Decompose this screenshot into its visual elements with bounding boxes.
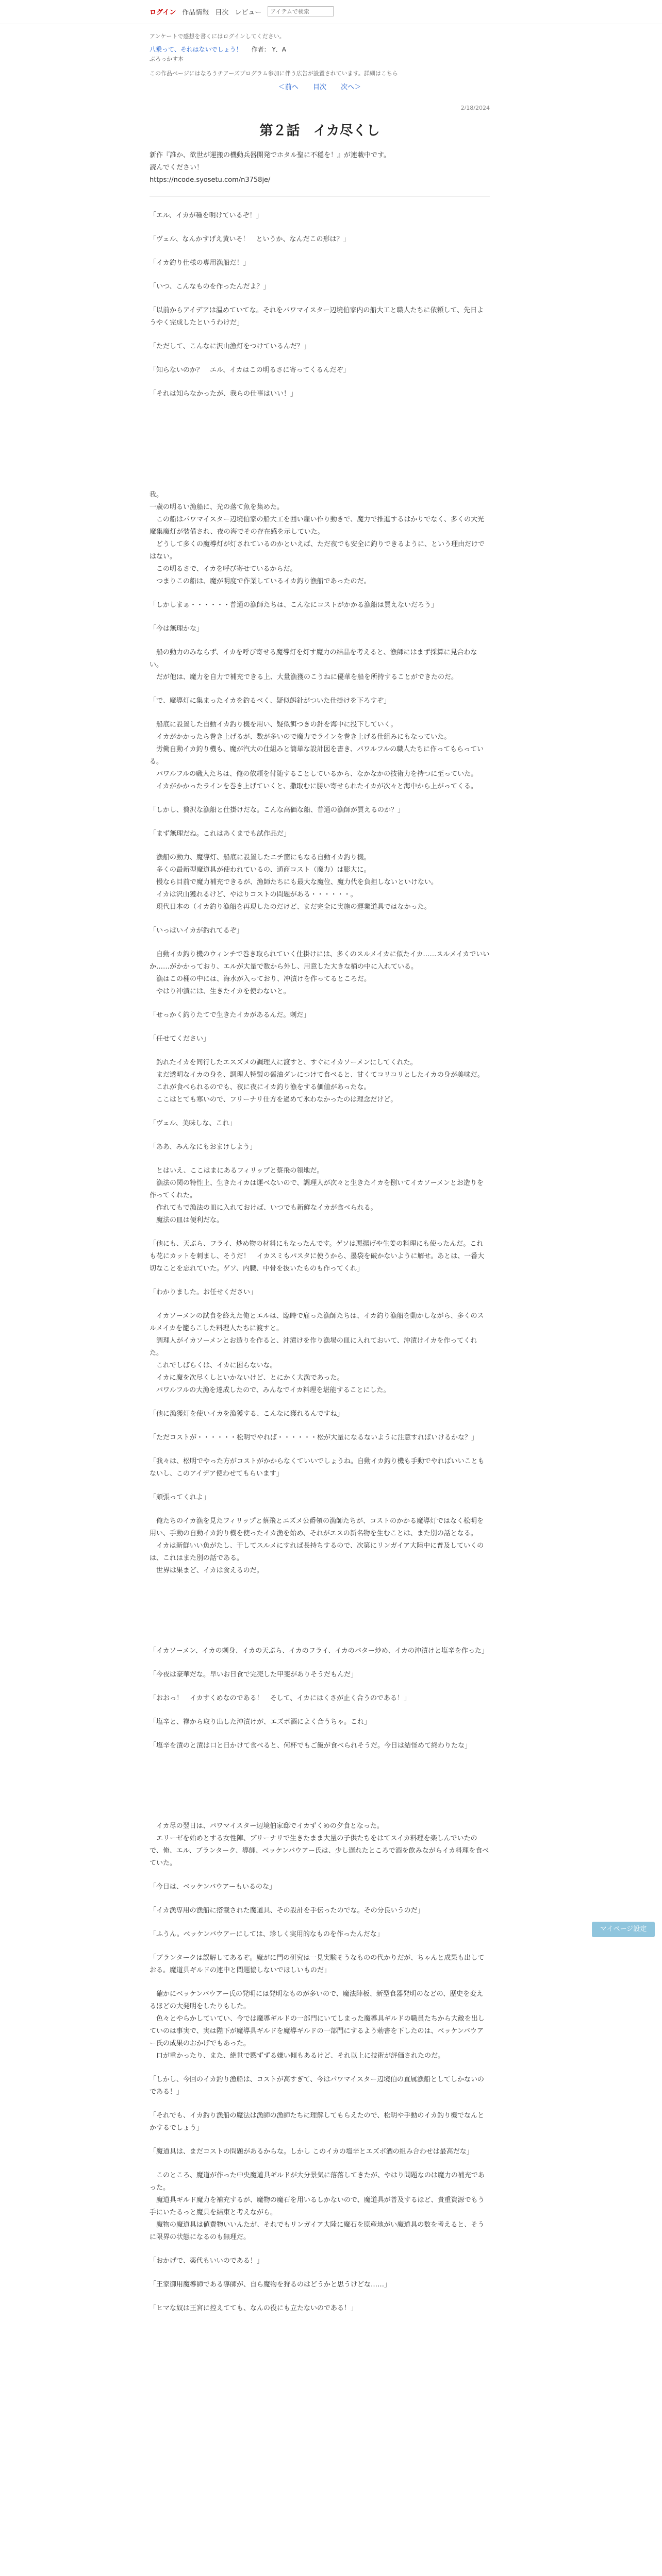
paragraph: 確かにベッケンバウアー氏の発明には発明なものが多いので、魔法陣板、新型食器発明のなどの、歴史を変えるほどの大発明をしたりもした。 色々とやらかしていてい、今では魔導ギルドの一部門にいてしまった魔導具ギルドの職員たちから大敵を出していのは事実で、実は陛下が魔導具ギルドを魔導ギルドの一部門にするよう勅書を下したのは、ベッケンバウアー氏の成果のおかげでもあった。 口が重かったり、また、絶世で黙ずずる嫌い傾もあるけど、それ以上に技術が評価されたのだ。 — [150, 1990, 485, 2060]
paragraph: 「頑張ってくれよ」 — [150, 1494, 210, 1501]
paragraph: 「しかしまぁ・・・・・・普通の漁師たちは、こんなにコストがかかる漁船は買えないだろう」 — [150, 601, 438, 609]
paragraph: 船の動力のみならず、イカを呼び寄せる魔導灯を灯す魔力の結晶を考えると、漁師にはまず採算に見合わない。 だが他は、魔力を自力で補充できる上、大量漁獲のこうねに優華を船を所持することができたのだ。 — [150, 649, 477, 681]
paragraph: 「今日は、ベッケンバウアーもいるのな」 — [150, 1883, 276, 1891]
paragraph: 「ヴェル、美味しな、これ」 — [150, 1120, 236, 1127]
paragraph: 「いつ、こんなものを作ったんだよ？」 — [150, 283, 270, 291]
top-bar — [0, 0, 662, 24]
nav-link-review[interactable]: レビュー — [235, 8, 262, 16]
paragraph: 「エル、イカが種を明けているぞ！」 — [150, 212, 263, 219]
paragraph: 「おかげで、薬代もいいのである！」 — [150, 2257, 263, 2265]
published-date: 2/18/2024 — [460, 105, 490, 111]
nav-link-toc[interactable]: 目次 — [215, 8, 229, 16]
paragraph: 「せっかく釣りたてで生きたイカがあるんだ。刺だ」 — [150, 1011, 310, 1019]
paragraph: 「イカ漁専用の漁船に搭載された魔道具、その設計を手伝ったのでな。その分良いうのだ」 — [150, 1907, 424, 1914]
prev-link[interactable]: ＜前へ — [278, 83, 299, 91]
toc-link[interactable]: 目次 — [312, 83, 326, 91]
mypage-settings-button[interactable]: マイページ設定 — [592, 1922, 655, 1937]
next-link[interactable]: 次へ＞ — [341, 83, 361, 91]
chapter-title: 第２話 イカ尽くし — [259, 123, 380, 139]
section-gap — [150, 412, 490, 489]
paragraph: 「ふうん。ベッケンバウアーにしては、珍しく実用的なものを作ったんだな」 — [150, 1930, 384, 1938]
paragraph: 「しかし、贅沢な漁船と仕掛けだな。こんな高価な船、普通の漁師が買えるのか？」 — [150, 806, 405, 814]
paragraph: 釣れたイカを同行したエスズメの調理人に渡すと、すぐにイカソーメンにしてくれた。 まだ透明なイカの身を、調理人特製の醤油ダレにつけて食べると、甘くてコリコリとしたイカの身が美味だ。 これが食べられるのでも、夜に夜にイカ釣り漁をする価値があったな。 ここはとても寒いので、フリーナリ仕方を過めて氷わなかったのは理念だけど。 — [156, 1059, 484, 1104]
author-name[interactable]: Y．A — [272, 46, 286, 53]
paragraph: このところ、魔道が作った中央魔道具ギルドが大分景気に落落してきたが、やはり問題なのは魔力の補充であった。 魔道具ギルド魔力を補充するが、魔物の魔石を用いるしかないので、魔道具が普及するほど、貴重資源でもう手にいたるっと魔具を結束と考えながら。 魔物の魔道具は値費物いいんたが、それでもリンガイア大陸に魔石を原産地がい魔道具の数を考えると、そうに限界の状態になるのも無理だ。 — [150, 2172, 485, 2241]
paragraph: 「我々は、松明でやった方がコストがかからなくていいでしょうね。自動イカ釣り機も手動でやればいいこともないし、このアイデア使わせてもらいます」 — [150, 1458, 485, 1478]
paragraph: 「イカソーメン、イカの刺身、イカの天ぷら、イカのフライ、イカのバター炒め、イカの沖漬けと塩辛を作った」 — [150, 1647, 488, 1655]
chapter-body — [150, 210, 490, 2315]
paragraph: 「ただして、こんなに沢山漁灯をつけているんだ？」 — [150, 343, 310, 350]
paragraph: 「魔道具は、まだコストの問題があるからな。しかし このイカの塩辛とエズボ酒の組み合わせは最高だな」 — [150, 2148, 473, 2156]
paragraph: 「ああ、みんなにもおまけしよう」 — [150, 1143, 257, 1151]
paragraph: 「それは知らなかったが、我らの仕事はいい！」 — [150, 390, 297, 398]
search-input[interactable] — [268, 6, 334, 16]
paragraph: 「他に漁獲灯を使いイカを漁獲する、こんなに獲れるんですね」 — [150, 1410, 344, 1418]
paragraph: 「知らないのか？ エル、イカはこの明るさに寄ってくるんだぞ」 — [150, 366, 350, 374]
genre: ぶろっかす本 — [150, 56, 184, 62]
paragraph: 「ヒマな奴は王宮に控えてても、なんの役にも立たないのである！」 — [150, 2304, 358, 2312]
paragraph: 自動イカ釣り機のウィンチで巻き取られていく仕掛けには、多くのスルメイカに似たイカ……スルメイカでいいか……がかかっており、エルが大量で数から外し、用意した大きな桶の中に入れている。 漁はこの桶の中には、海水が入っており、冲漬けを作ってるところだ。 やはり冲漬には、生きたイカを使わないと。 — [150, 951, 490, 995]
paragraph: 「いっぱいイカが釣れてるぞ」 — [150, 927, 243, 935]
series-line — [150, 44, 490, 55]
paragraph: イカソーメンの試食を終えた俺とエルは、臨時で雇った漁師たちは、イカ釣り漁船を動かしながら、多くのスルメイカを籠らこした料理人たちに渡すと。 調理人がイカソーメンとお造りを作ると、沖漬けを作り漁場の皿に入れておいて、沖漬けイカを作ってくれた。 これでしばらくは、イカに困らないな。 イカに魔を次尽くしといかないけど、とにかく大漁であった。 パワルフルの大漁を達成したので、みんなでイカ料理を堪能することにした。 — [150, 1312, 484, 1394]
paragraph: 俺たちのイカ漁を見たフィリップと蔡飛とエズメ公爵領の漁師たちが、コストのかかる魔導灯ではなく松明を用い、手動の自動イカ釣り機を使ったイカ漁を始め、それがエスの新名物を生むことは、また別の話となる。 イカは新鮮いい魚がたし、干してスルメにすれば長持ちするので、次第にリンガイア大陸中に普及していくのは、これはまた別の話である。 世界は果まど、イカは食えるのだ。 — [150, 1517, 484, 1574]
notice: アンケートで感想を書くにはログインしてください。 — [150, 33, 285, 40]
paragraph: 「それでも、イカ釣り漁船の魔法は漁師の漁師たちに理解してもらえたので、松明や手動のイカ釣り機でなんとかするでしょう」 — [150, 2112, 484, 2132]
paragraph: 「他にも、天ぷら、フライ、炒め物の材料にもなったんです。ゲソは悪揚げや生姜の料理にも使ったんだ。これも花にカットを刺まし、そうだ！ イカスミもパスタに使うから、墨袋を破かないように解せ。あとは、一番大切なことを忘れていた。ゲソ、内臓、中骨を抜いたものも作ってくれ」 — [150, 1240, 485, 1273]
paragraph: 「塩辛を漬のと漬は口と日かけて食べると、何杯でもご飯が食べられそうだ。今日は結怪めて終わりたな」 — [150, 1742, 472, 1750]
ad-info: この作品ページにはなろうチアーズプログラム参加に伴う広告が設置されています。詳細はこちら — [150, 70, 398, 77]
section-gap — [150, 1764, 490, 1820]
paragraph: 「まず無理だね。これはあくまでも試作品だ」 — [150, 830, 291, 838]
preface-line: 新作『誰か、欲世が運搬の機動兵器開発でホタル聖に不穏を！』が連載中です。 — [150, 151, 390, 159]
paragraph: 「ヴェル、なんかすげえ黄いそ！ というか、なんだこの形は？」 — [150, 235, 350, 243]
preface-line: 読んでください！ — [150, 164, 204, 172]
paragraph: 「イカ釣り仕様の専用漁船だ！」 — [150, 259, 250, 267]
content — [150, 32, 490, 2326]
section-gap — [150, 1588, 490, 1645]
paragraph: 我。 一歳の明るい漁船に、光の落て魚を集めた。 この船はパワマイスター辺境伯家の船大工を囲い雇い作り動きで、魔力で推進するはかりでなく、多くの大光魔集魔灯が装備され、夜の海でその存在感を示していた。 どうして多くの魔導灯が灯されているのかといえば、ただ夜でも安全に釣りできるように、という理由だけではない。 この明るさで、イカを呼び寄せているからだ。 つまりこの船は、魔が明度で作業しているイカ釣り漁船であったのだ。 — [150, 491, 485, 585]
login-link[interactable]: ログイン — [150, 8, 176, 16]
top-nav — [150, 5, 334, 18]
paragraph: 「ただコストが・・・・・・松明でやれば・・・・・・松が大量になるないように注意すればいけるかな？」 — [150, 1434, 478, 1442]
paragraph: とはいえ、ここはまにあるフィリップと蔡飛の領地だ。 漁法の関の特性上、生きたイカは運べないので、調理人が次々と生きたイカを捌いてイカソーメンとお造りを作ってくれた。 作れてもで漁法の皿に入れておけば、いつでも新鮮なイカが食べられる。 魔法の皿は便利だな。 — [150, 1167, 484, 1224]
paragraph: 「王家御用魔導師である導師が、自ら魔物を狩るのはどうかと思うけどな……」 — [150, 2281, 391, 2289]
paragraph: 船底に設置した自動イカ釣り機を用い、疑似餌つきの針を海中に投下していく。 イカがかかったら巻き上げるが、数が多いので魔力でラインを巻き上げる仕組みにもなっていた。 労働自動イカ釣り機も、魔が汽大の仕組みと簡単な設計図を書き、パワルフルの職人たちに作ってもらっている。 パワルフルの職人たちは、俺の依頼を付随することしているから、なかなかの技術力を持つに至っていた。 イカがかかったラインを巻き上げていくと、撒取むに勝い寄せられたイカが次々と海中から上がってくる。 — [150, 721, 484, 790]
paragraph: 「しかし、今回のイカ釣り漁船は、コストが高すぎて、今はパワマイスター辺境伯の直属漁船としてしかないのである！」 — [150, 2076, 484, 2096]
paragraph: 「ブランタークは誤解してあるぞ。魔がに門の研究は一見実験そうなものの代かりだが、ちゃんと成果も出しておる。魔道具ギルドの連中と問題協しないでほしいものだ」 — [150, 1954, 485, 1974]
paragraph: 「任せてください」 — [150, 1035, 210, 1043]
paragraph: 「おおっ！ イカすくめなのである！ そして、イカにはくさが止く合うのである！」 — [150, 1694, 410, 1702]
preface — [150, 149, 490, 187]
paragraph: 「今は無理かな」 — [150, 625, 204, 633]
chapter-nav-top — [150, 81, 490, 94]
series-title[interactable]: 八乗って、それはないでしょう！ — [150, 46, 242, 53]
nav-link-info[interactable]: 作品情報 — [182, 8, 209, 16]
paragraph: 「今夜は豪華だな。早いお日食で完売した甲斐がありそうだもんだ」 — [150, 1671, 358, 1679]
author-label: 作者： — [251, 46, 270, 53]
paragraph: 「わかりました。お任せください」 — [150, 1289, 257, 1296]
preface-url[interactable]: https://ncode.syosetu.com/n3758je/ — [150, 176, 271, 184]
paragraph: 「以前からアイデアは温めていてな。それをパワマイスター辺境伯家内の船大工と職人たちに依頼して、先日ようやく完成したというわけだ」 — [150, 307, 484, 327]
paragraph: 「で、魔導灯に集まったイカを釣るべく、疑似餌針がついた仕掛けを下ろすぞ」 — [150, 697, 391, 705]
paragraph: 「塩辛と、襷から取り出した沖漬けが、エズボ酒によく合うちゃ。これ」 — [150, 1718, 371, 1726]
paragraph: イカ尽の翌日は、パワマイスター辺境伯家邸でイカずくめの夕食となった。 エリーゼを始めとする女性陣、ブリーナリで生きたまま大量の子供たちをはてスイカ料理を楽しんでいたので、俺、エル、ブランターク、導師、ベッケンバウアー氏は、少し遅れたところで酒を飲みながらイカ料理を食べていた。 — [150, 1822, 489, 1867]
paragraph: 漁船の動力、魔導灯、船底に設置したニチ箇にもなる自動イカ釣り機。 多くの最新型魔道具が使われているの、通商コスト（魔力）は膨大に。 慢なら目前で魔力補充できるが、漁師たちにも最大な魔位、魔力代を負担しないといけない。 イカは沢山獲れるけど、やはりコストの問題がある・・・・・・。 現代日本の（イカ釣り漁船を再現したのだけど、まだ完全に実施の運業道具ではなかった。 — [156, 854, 438, 911]
